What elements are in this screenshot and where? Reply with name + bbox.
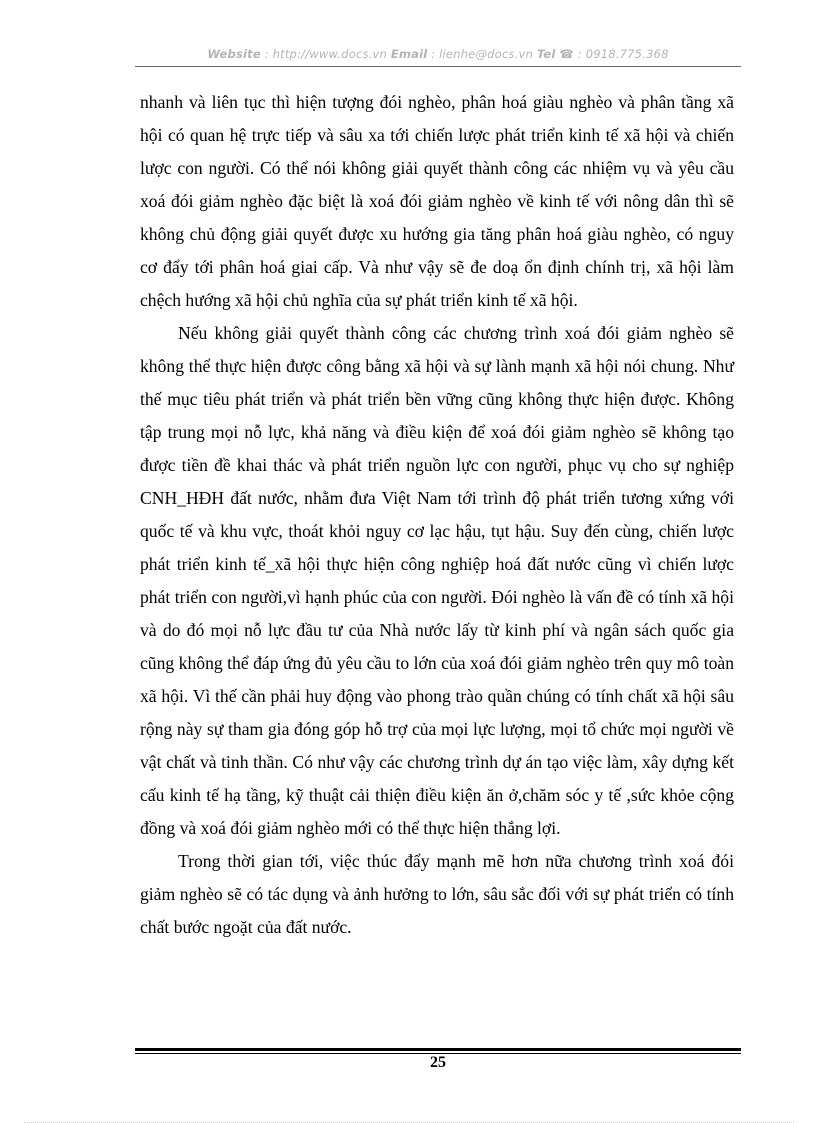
document-body: [140, 86, 734, 944]
tel-value: ☎ : 0918.775.368: [555, 47, 669, 61]
footer-divider-thick: [135, 1048, 741, 1051]
paragraph-3: Trong thời gian tới, việc thúc đẩy mạnh mẽ hơn nữa chương trình xoá đói giảm nghèo sẽ có tác dụng và ảnh hưởng to lớn, sâu sắc đối với sự phát triển có tính chất bước ngoặt của đất nước.: [140, 851, 734, 937]
page-number: 25: [430, 1054, 446, 1071]
tel-label: Tel: [536, 47, 556, 61]
paragraph-1: nhanh và liên tục thì hiện tượng đói nghèo, phân hoá giàu nghèo và phân tầng xã hội có quan hệ trực tiếp và sâu xa tới chiến lược phát triển kinh tế xã hội và chiến lược con người. Có thể nói không giải quyết thành công các nhiệm vụ và yêu cầu xoá đói giảm nghèo đặc biệt là xoá đói giảm nghèo về kinh tế với nông dân thì sẽ không chủ động giải quyết được xu hướng gia tăng phân hoá giàu nghèo, có nguy cơ đẩy tới phân hoá giai cấp. Và như vậy sẽ đe doạ ổn định chính trị, xã hội làm chệch hướng xã hội chủ nghĩa của sự phát triển kinh tế xã hội.: [140, 92, 734, 310]
email-value[interactable]: : lienhe@docs.vn: [427, 47, 537, 61]
website-label: Website: [207, 47, 261, 61]
paragraph-2: Nếu không giải quyết thành công các chương trình xoá đói giảm nghèo sẽ không thể thực hiện được công bằng xã hội và sự lành mạnh xã hội nói chung. Như thế mục tiêu phát triển và phát triển bền vững cũng không thực hiện được. Không tập trung mọi nỗ lực, khả năng và điều kiện để xoá đói giảm nghèo sẽ không tạo được tiền đề khai thác và phát triển nguồn lực con người, phục vụ cho sự nghiệp CNH_HĐH đất nước, nhằm đưa Việt Nam tới trình độ phát triển tương xứng với quốc tế và khu vực, thoát khỏi nguy cơ lạc hậu, tụt hậu. Suy đến cùng, chiến lược phát triển kinh tế_xã hội thực hiện công nghiệp hoá đất nước cũng vì chiến lược phát triển con người,vì hạnh phúc của con người. Đói nghèo là vấn đề có tính xã hội và do đó mọi nỗ lực đầu tư của Nhà nước lấy từ kinh phí và ngân sách quốc gia cũng không thể đáp ứng đủ yêu cầu to lớn của xoá đói giảm nghèo trên quy mô toàn xã hội. Vì thế cần phải huy động vào phong trào quần chúng có tính chất xã hội sâu rộng này sự tham gia đóng góp hỗ trợ của mọi lực lượng, mọi tổ chức mọi người về vật chất và tinh thần. Có như vậy các chương trình dự án tạo việc làm, xây dựng kết cấu kinh tế hạ tầng, kỹ thuật cải thiện điều kiện ăn ở,chăm sóc y tế ,sức khỏe cộng đồng và xoá đói giảm nghèo mới có thể thực hiện thắng lợi.: [140, 323, 734, 838]
page-header: [135, 47, 741, 61]
email-label: Email: [390, 47, 428, 61]
website-value[interactable]: : http://www.docs.vn: [260, 47, 391, 61]
header-divider: [135, 66, 741, 67]
